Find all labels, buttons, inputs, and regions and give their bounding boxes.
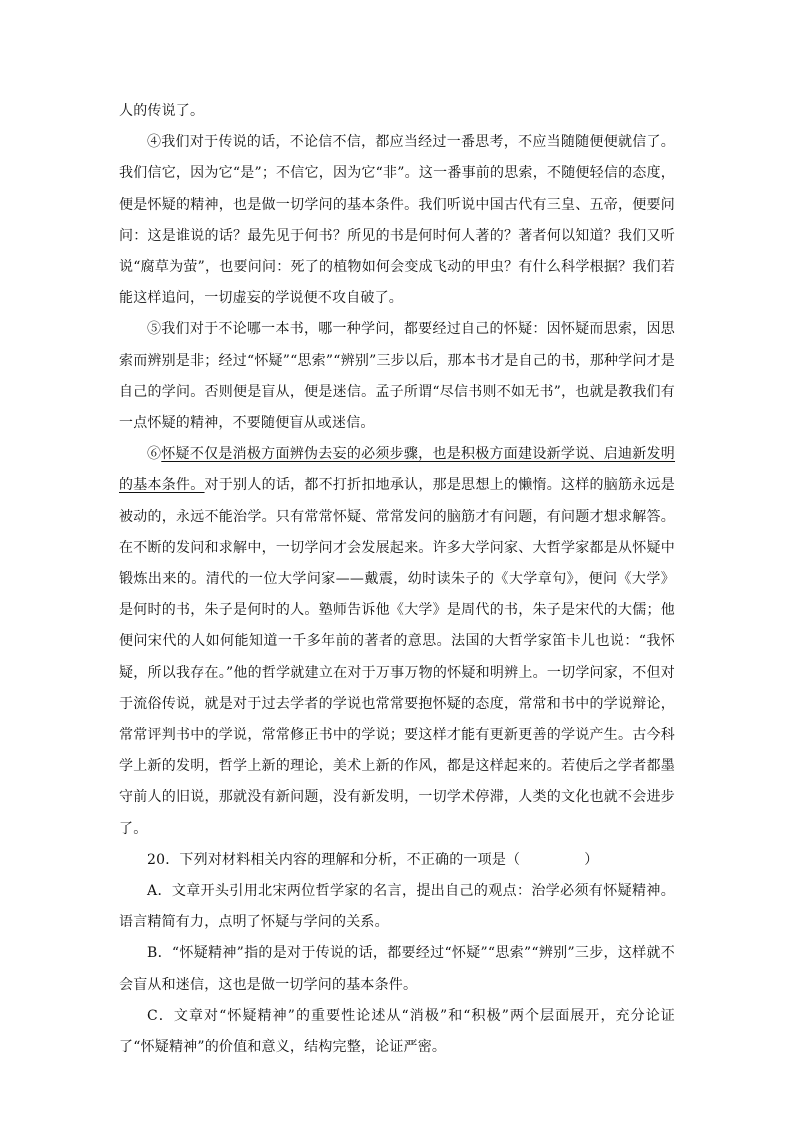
paragraph-6-body: 对于别人的话，都不打折扣地承认，那是思想上的懒惰。这样的脑筋永远是被动的，永远不能治学。只有常常怀疑、常常发问的脑筋才有问题，有问题才想求解答。在不断的发问和求解中，一切学问才会发展起来。许多大学问家、大哲学家都是从怀疑中锻炼出来的。清代的一位大学问家——戴震，幼时读朱子的《大学章句》，便问《大学》是何时的书，朱子是何时的人。塾师告诉他《大学》是周代的书，朱子是宋代的大儒；他便问宋代的人如何能知道一千多年前的著者的意思。法国的大哲学家笛卡儿也说：“我怀疑，所以我存在。”他的哲学就建立在对于万事万物的怀疑和明辨上。一切学问家，不但对于流俗传说，就是对于过去学者的学说也常常要抱怀疑的态度，常常和书中的学说辩论，常常评判书中的学说，常常修正书中的学说；要这样才能有更新更善的学说产生。古今科学上新的发明，哲学上新的理论，美术上新的作风，都是这样起来的。若使后之学者都墨守前人的旧说，那就没有新问题，没有新发明，一切学术停滞，人类的文化也就不会进步了。 bbox=[119, 477, 675, 837]
paragraph-6-marker: ⑥ bbox=[147, 446, 162, 463]
paragraph-6 bbox=[119, 439, 675, 845]
option-a: A．文章开头引用北宋两位哲学家的名言，提出自己的观点：治学必须有怀疑精神。语言精简有力，点明了怀疑与学问的关系。 bbox=[119, 883, 675, 931]
document-page bbox=[119, 96, 675, 1063]
paragraph-continuation: 人的传说了。 bbox=[119, 103, 205, 119]
paragraph-5: ⑤我们对于不论哪一本书，哪一种学问，都要经过自己的怀疑：因怀疑而思索，因思索而辨别是非；经过“怀疑”“思索”“辨别”三步以后，那本书才是自己的书，那种学问才是自己的学问。否则便是盲从，便是迷信。孟子所谓“尽信书则不如无书”，也就是教我们有一点怀疑的精神，不要随便盲从或迷信。 bbox=[119, 321, 675, 432]
question-20-stem bbox=[119, 845, 675, 876]
question-stem-text: 20．下列对材料相关内容的理解和分析，不正确的一项是（ bbox=[147, 851, 521, 868]
question-stem-close: ） bbox=[584, 851, 599, 868]
option-c: C．文章对“怀疑精神”的重要性论述从“消极”和“积极”两个层面展开，充分论证了“怀疑精神”的价值和意义，结构完整，论证严密。 bbox=[119, 1007, 675, 1056]
paragraph-4: ④我们对于传说的话，不论信不信，都应当经过一番思考，不应当随随便便就信了。我们信它，因为它“是”；不信它，因为它“非”。这一番事前的思索，不随便轻信的态度，便是怀疑的精神，也是做一切学问的基本条件。我们听说中国古代有三皇、五帝，便要问问：这是谁说的话？最先见于何书？所见的书是何时何人著的？著者何以知道？我们又听说“腐草为萤”，也要问问：死了的植物如何会变成飞动的甲虫？有什么科学根据？我们若能这样追问，一切虚妄的学说便不攻自破了。 bbox=[119, 134, 675, 307]
option-b: B．“怀疑精神”指的是对于传说的话，都要经过“怀疑”“思索”“辨别”三步，这样就不会盲从和迷信，这也是做一切学问的基本条件。 bbox=[119, 945, 675, 993]
underlined-key-sentence: 怀疑不仅是消极方面辨伪去妄的必须步骤，也是积极方面建设新学说、启迪新发明的基本条件。 bbox=[119, 446, 676, 494]
